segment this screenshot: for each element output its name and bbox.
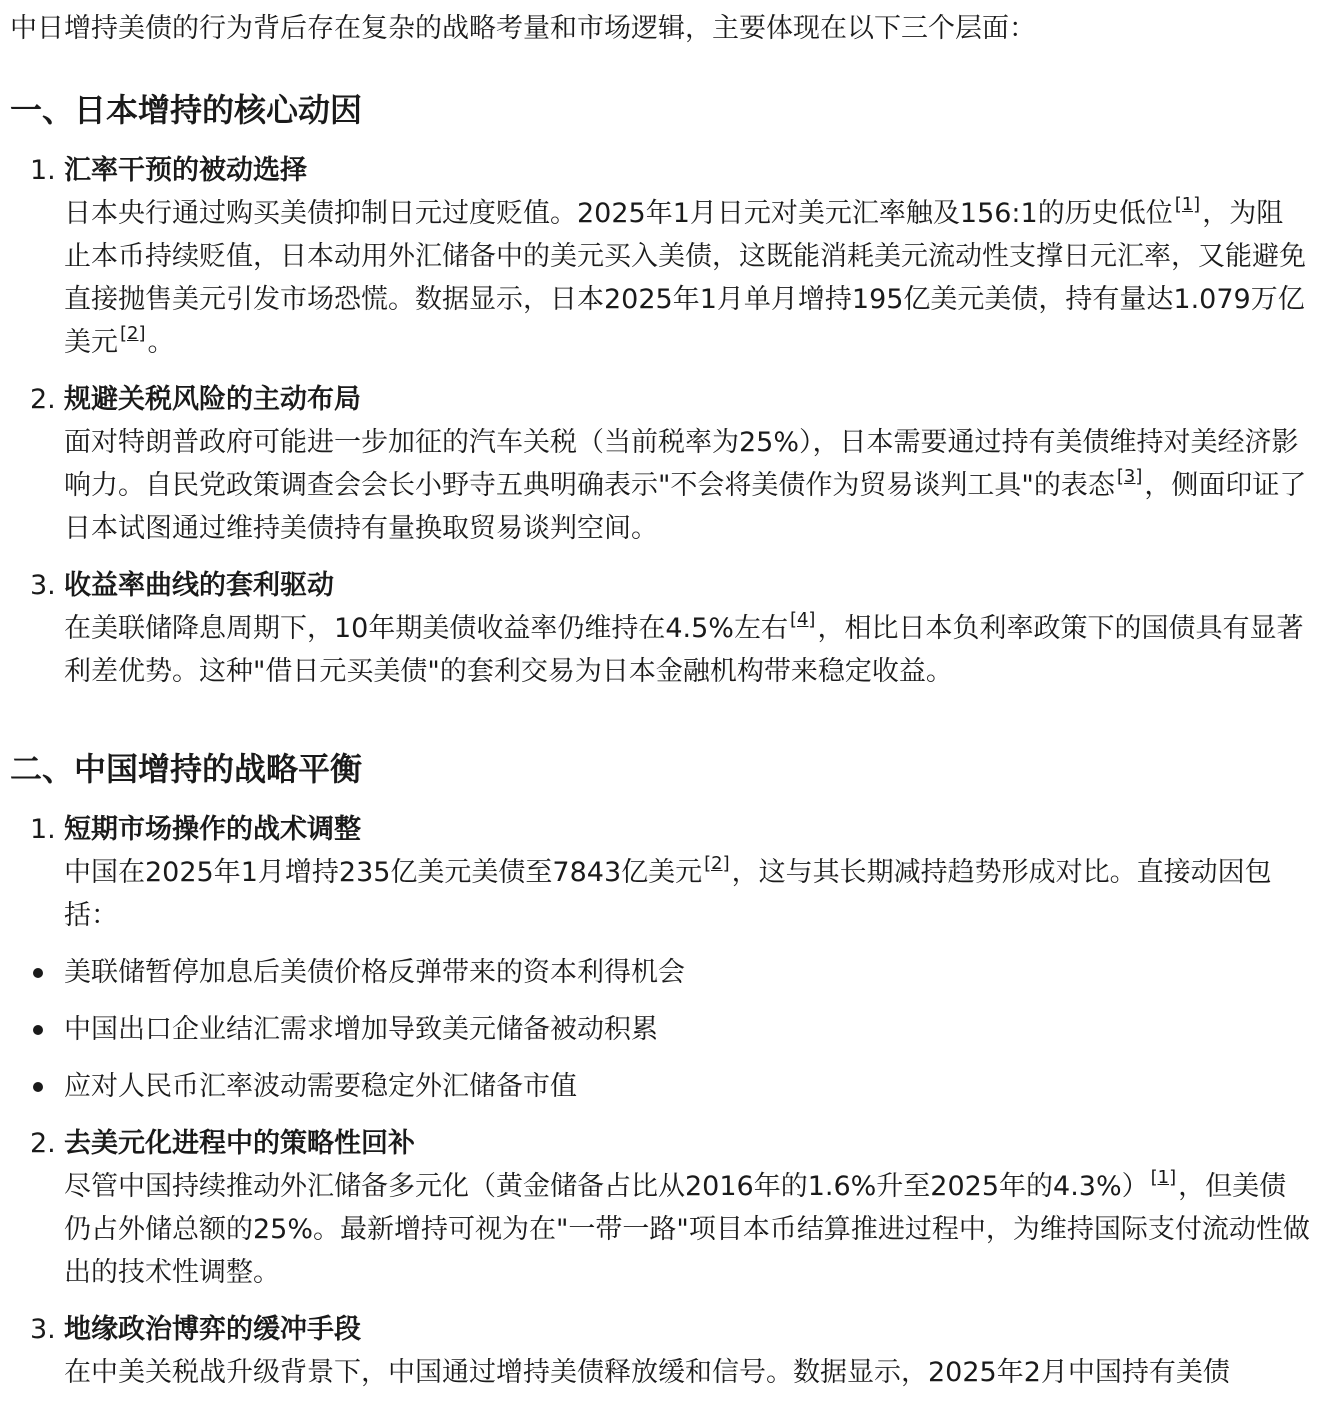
bullet-text: 应对人民币汇率波动需要稳定外汇储备市值 xyxy=(64,1071,577,1102)
citation-link[interactable]: [2] xyxy=(704,853,730,874)
list-item xyxy=(10,149,1310,364)
body-text: ，为阻止本币持续贬值，日本动用外汇储备中的美元买入美债，这既能消耗美元流动性支撑日元汇率，又能避免直接抛售美元引发市场恐慌。数据显示，日本2025年1月单月增持195亿美元美债，持有量达1.079万亿美元 xyxy=(64,198,1306,358)
list-item xyxy=(10,564,1310,693)
bullet-item xyxy=(10,1008,1310,1051)
bullet-dot-icon xyxy=(33,1082,43,1092)
body-text: ，这与其长期减持趋势形成对比。直接动因包括： xyxy=(64,857,1272,931)
citation-link[interactable]: [3] xyxy=(1116,466,1143,487)
item-body xyxy=(64,607,1310,693)
item-body xyxy=(64,1165,1310,1294)
intro-paragraph: 中日增持美债的行为背后存在复杂的战略考量和市场逻辑，主要体现在以下三个层面： xyxy=(10,13,1036,44)
item-title: 去美元化进程中的策略性回补 xyxy=(64,1128,415,1159)
item-title: 规避关税风险的主动布局 xyxy=(64,384,361,415)
item-number: 3. xyxy=(30,1314,56,1345)
bullet-dot-icon xyxy=(33,968,43,978)
section-china xyxy=(10,747,1310,1394)
bullet-item xyxy=(10,1065,1310,1108)
body-text: 尽管中国持续推动外汇储备多元化（黄金储备占比从2016年的1.6%升至2025年的4.3%） xyxy=(64,1171,1149,1202)
body-text: ，但美债仍占外储总额的25%。最新增持可视为在"一带一路"项目本币结算推进过程中，为维持国际支付流动性做出的技术性调整。 xyxy=(64,1171,1310,1288)
bullet-item xyxy=(10,951,1310,994)
list-item xyxy=(10,378,1310,550)
body-text: ，相比日本负利率政策下的国债具有显著利差优势。这种"借日元买美债"的套利交易为日本金融机构带来稳定收益。 xyxy=(64,613,1304,687)
bullet-dot-icon xyxy=(33,1025,43,1035)
item-number: 3. xyxy=(30,570,56,601)
item-number: 1. xyxy=(30,155,56,186)
citation-link[interactable]: [1] xyxy=(1174,194,1201,215)
item-body xyxy=(64,192,1310,364)
item-title: 收益率曲线的套利驱动 xyxy=(64,570,334,601)
body-text: 在中美关税战升级背景下，中国通过增持美债释放缓和信号。数据显示，2025年2月中国持有美债 xyxy=(64,1357,1230,1388)
section-japan xyxy=(10,88,1310,693)
citation-link[interactable]: [4] xyxy=(789,609,816,630)
list-item xyxy=(10,808,1310,937)
bullet-text: 美联储暂停加息后美债价格反弹带来的资本利得机会 xyxy=(64,957,685,988)
item-body xyxy=(64,851,1310,937)
body-text: 面对特朗普政府可能进一步加征的汽车关税（当前税率为25%），日本需要通过持有美债维持对美经济影响力。自民党政策调查会会长小野寺五典明确表示"不会将美债作为贸易谈判工具"的表态 xyxy=(64,427,1299,501)
item-body xyxy=(64,1351,1310,1394)
citation-link[interactable]: [2] xyxy=(120,323,146,344)
body-text: ，侧面印证了日本试图通过维持美债持有量换取贸易谈判空间。 xyxy=(64,470,1307,544)
item-number: 2. xyxy=(30,1128,56,1159)
item-number: 1. xyxy=(30,814,56,845)
section-title: 一、日本增持的核心动因 xyxy=(10,91,363,129)
body-text: 。 xyxy=(147,327,175,358)
bullet-list xyxy=(10,951,1310,1108)
bullet-text: 中国出口企业结汇需求增加导致美元储备被动积累 xyxy=(64,1014,658,1045)
list-item xyxy=(10,1122,1310,1294)
item-body xyxy=(64,421,1310,550)
body-text: 中国在2025年1月增持235亿美元美债至7843亿美元 xyxy=(64,857,703,888)
item-number: 2. xyxy=(30,384,56,415)
citation-link[interactable]: [1] xyxy=(1150,1167,1177,1188)
body-text: 日本央行通过购买美债抑制日元过度贬值。2025年1月日元对美元汇率触及156:1的历史低位 xyxy=(64,198,1173,229)
item-title: 地缘政治博弈的缓冲手段 xyxy=(64,1314,361,1345)
item-title: 汇率干预的被动选择 xyxy=(64,155,307,186)
item-title: 短期市场操作的战术调整 xyxy=(64,814,361,845)
section-title: 二、中国增持的战略平衡 xyxy=(10,750,363,788)
list-item xyxy=(10,1308,1310,1394)
body-text: 在美联储降息周期下，10年期美债收益率仍维持在4.5%左右 xyxy=(64,613,788,644)
